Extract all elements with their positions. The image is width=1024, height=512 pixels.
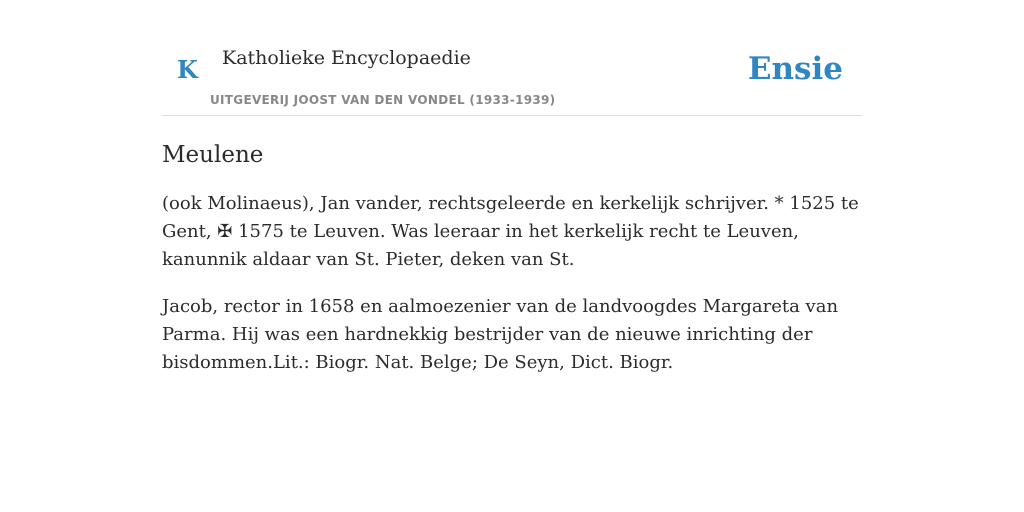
article-title: Meulene xyxy=(162,142,264,168)
encyclopedia-logo[interactable]: K xyxy=(177,55,198,84)
article-paragraph: (ook Molinaeus), Jan vander, rechtsgeleerde en kerkelijk schrijver. * 1525 te Gent, ✠ 1575 te Leuven. Was leeraar in het kerkelijk recht te Leuven, kanunnik aldaar van St. Pieter, deken van St. xyxy=(162,193,859,270)
ensie-logo-link[interactable]: Ensie xyxy=(747,51,843,87)
article-paragraph: Jacob, rector in 1658 en aalmoezenier van de landvoogdes Margareta van Parma. Hij was een hardnekkig bestrijder van de nieuwe inrichting der bisdommen.Lit.: Biogr. Nat. Belge; De Seyn, Dict. Biogr. xyxy=(162,296,839,373)
publisher-label: UITGEVERIJ JOOST VAN DEN VONDEL (1933-1939) xyxy=(210,93,556,107)
book-title-link[interactable]: Katholieke Encyclopaedie xyxy=(222,47,471,69)
page xyxy=(162,0,862,377)
site-header xyxy=(162,0,862,116)
